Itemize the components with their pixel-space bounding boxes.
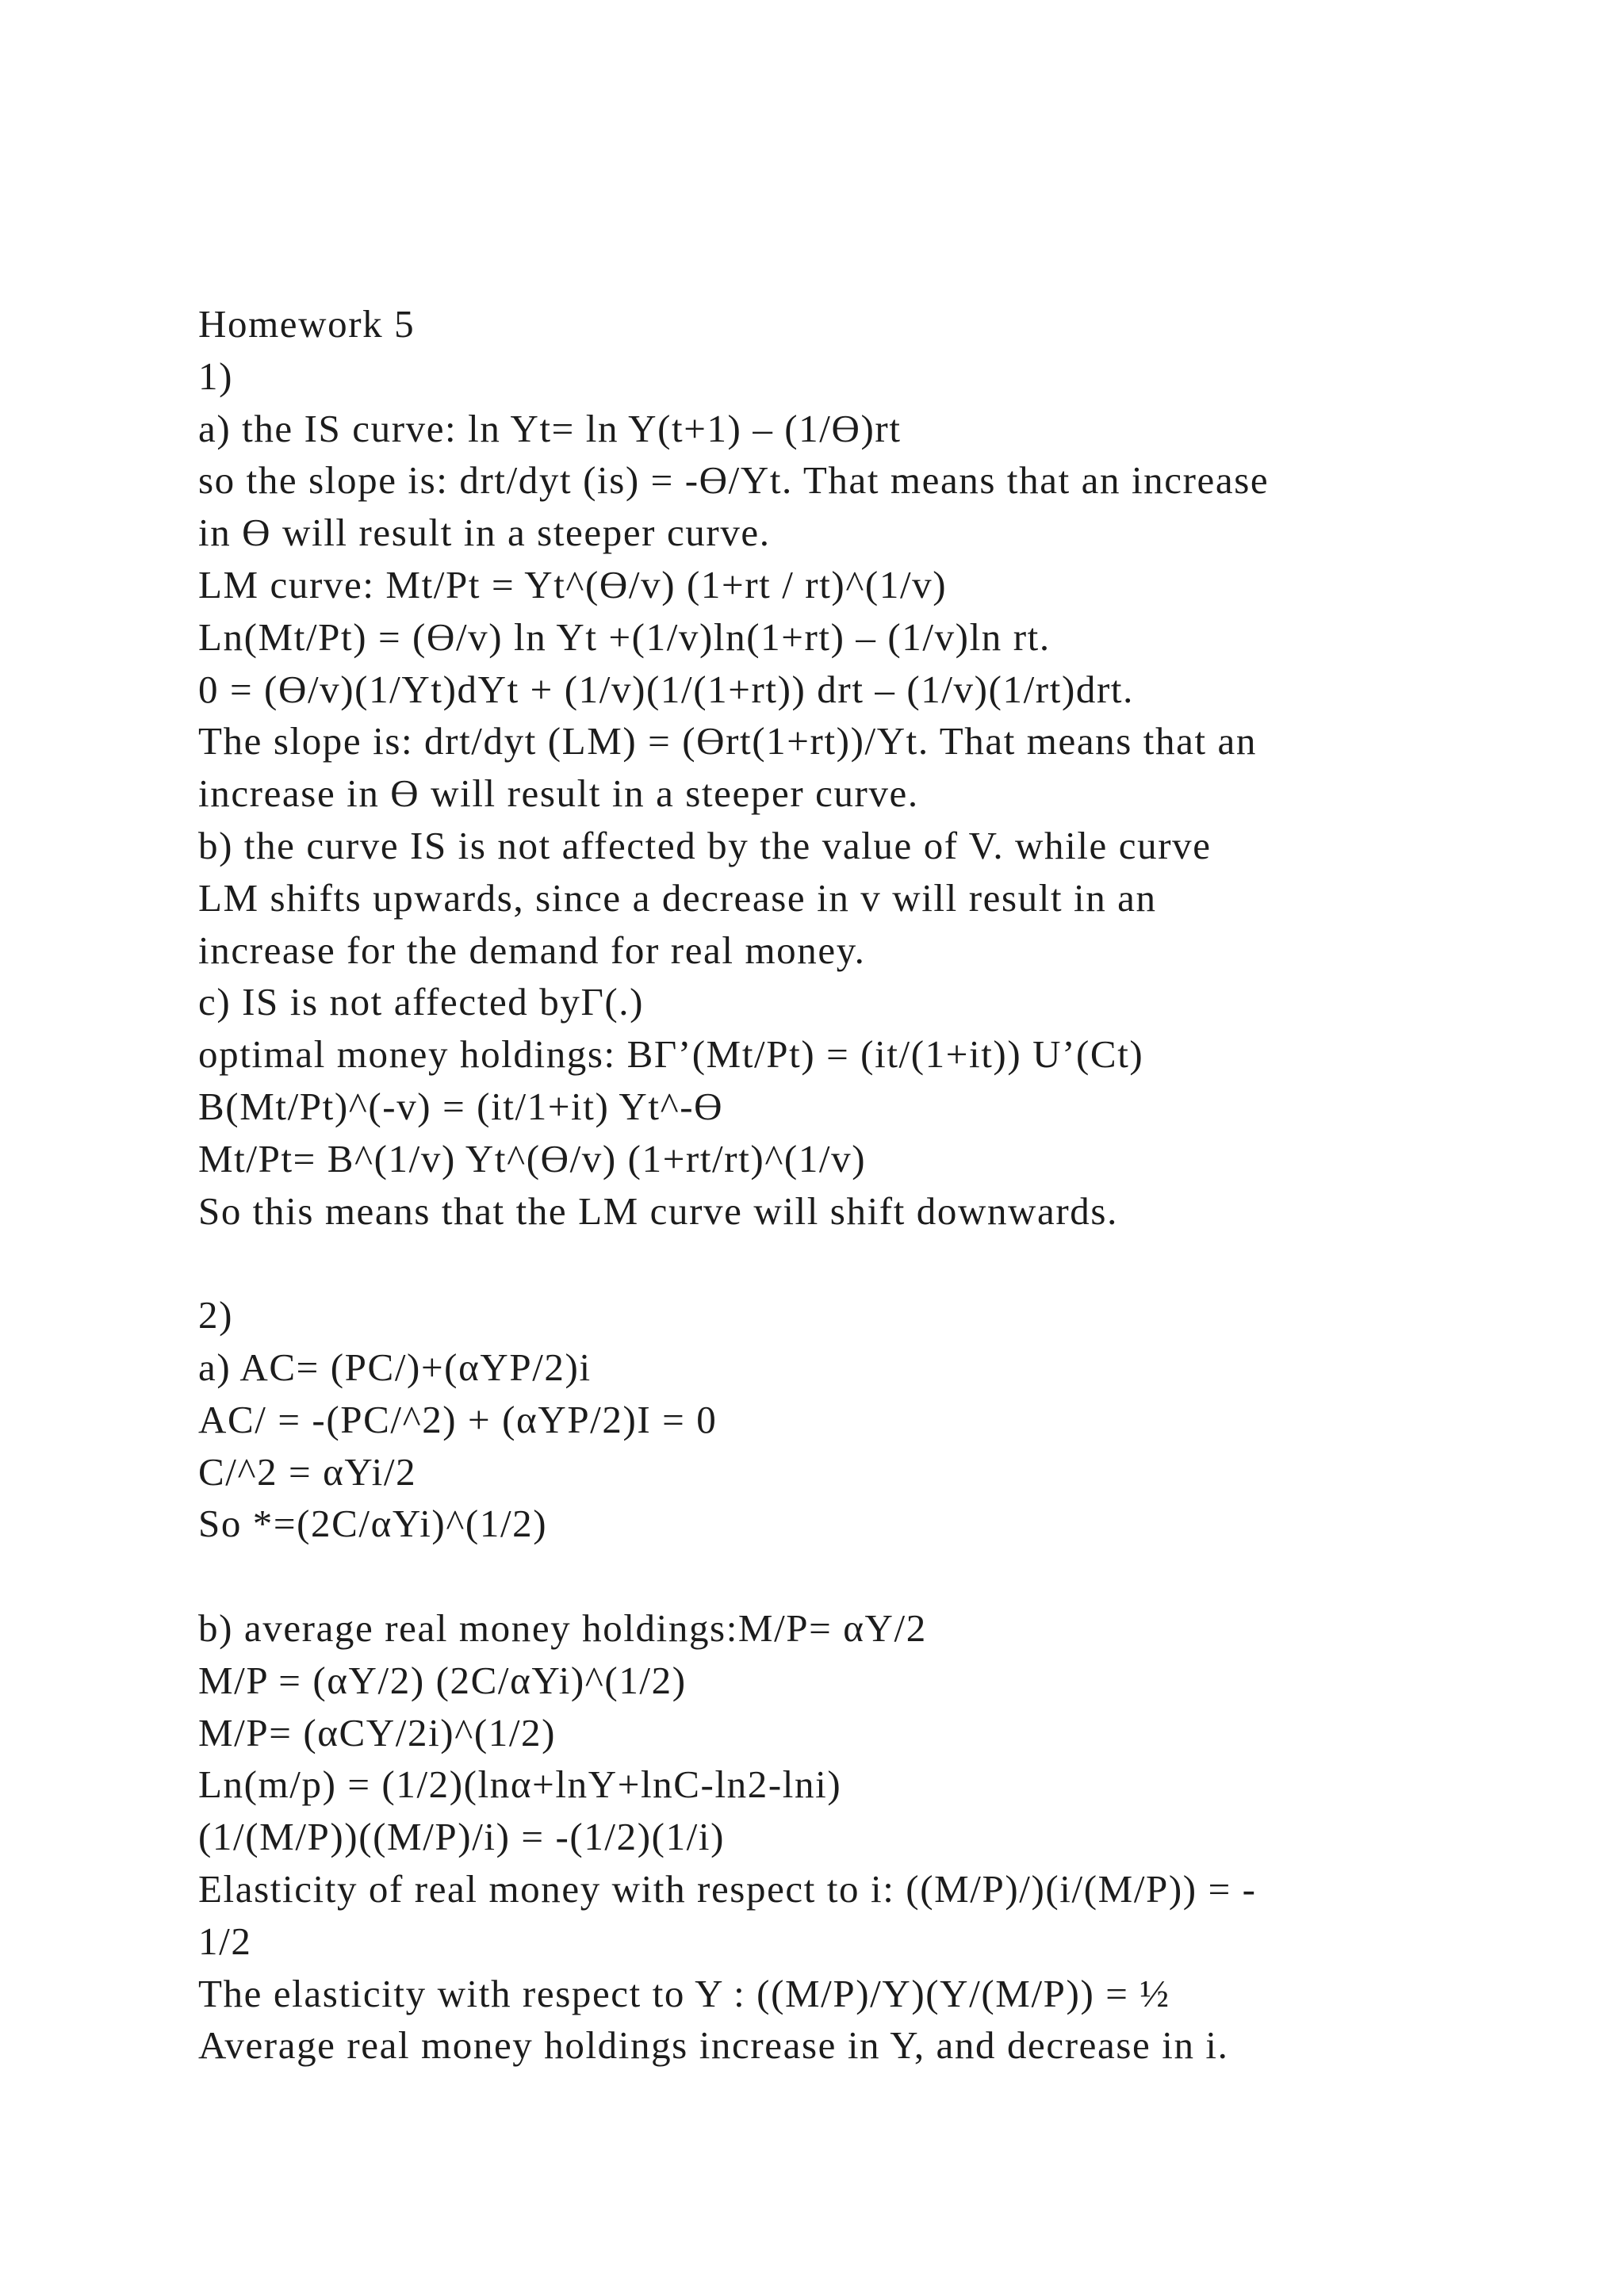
text-line: Mt/Pt= B^(1/v) Yt^(ϴ/v) (1+rt/rt)^(1/v) bbox=[198, 1136, 867, 1181]
text-line: C/^2 = αYi/2 bbox=[198, 1449, 417, 1494]
text-line: Average real money holdings increase in Y, and decrease in i. bbox=[198, 2023, 1229, 2068]
text-line: Ln(Mt/Pt) = (ϴ/v) ln Yt +(1/v)ln(1+rt) – (1/v)ln rt. bbox=[198, 614, 1051, 659]
text-line: (1/(M/P))((M/P)/i) = -(1/2)(1/i) bbox=[198, 1815, 726, 1859]
text-line: M/P = (αY/2) (2C/αYi)^(1/2) bbox=[198, 1658, 687, 1702]
section-2-number: 2) bbox=[198, 1293, 234, 1337]
text-line: LM curve: Mt/Pt = Yt^(ϴ/v) (1+rt / rt)^(1/v) bbox=[198, 562, 948, 607]
text-line: So this means that the LM curve will shift downwards. bbox=[198, 1188, 1118, 1233]
blank-line bbox=[198, 1550, 1435, 1602]
document-title: Homework 5 bbox=[198, 302, 416, 346]
text-line: in ϴ will result in a steeper curve. bbox=[198, 511, 771, 555]
text-line: Ln(m/p) = (1/2)(lnα+lnY+lnC-ln2-lni) bbox=[198, 1762, 842, 1807]
text-line: 0 = (ϴ/v)(1/Yt)dYt + (1/v)(1/(1+rt)) drt – (1/v)(1/rt)drt. bbox=[198, 667, 1134, 711]
text-line: B(Mt/Pt)^(-v) = (it/1+it) Yt^-ϴ bbox=[198, 1084, 724, 1128]
text-line: M/P= (αCY/2i)^(1/2) bbox=[198, 1710, 557, 1755]
text-line: LM shifts upwards, since a decrease in v will result in an bbox=[198, 875, 1157, 920]
text-line: AC/ = -(PC/^2) + (αYP/2)I = 0 bbox=[198, 1397, 718, 1441]
text-line: a) AC= (PC/)+(αYP/2)i bbox=[198, 1345, 592, 1389]
text-line: Elasticity of real money with respect to i: ((M/P)/)(i/(M/P)) = - bbox=[198, 1866, 1257, 1911]
text-line: increase in ϴ will result in a steeper curve. bbox=[198, 771, 919, 816]
section-1-number: 1) bbox=[198, 354, 234, 398]
text-line: The slope is: drt/dyt (LM) = (ϴrt(1+rt))/Yt. That means that an bbox=[198, 719, 1257, 763]
document-body bbox=[198, 298, 1435, 2072]
text-line: optimal money holdings: BΓ’(Mt/Pt) = (it/(1+it)) U’(Ct) bbox=[198, 1032, 1144, 1077]
text-line: c) IS is not affected byΓ(.) bbox=[198, 980, 645, 1024]
text-line: The elasticity with respect to Y : ((M/P)/Y)(Y/(M/P)) = ½ bbox=[198, 1971, 1170, 2015]
text-line: b) the curve IS is not affected by the value of V. while curve bbox=[198, 823, 1212, 867]
text-line: increase for the demand for real money. bbox=[198, 928, 866, 972]
text-line: 1/2 bbox=[198, 1919, 252, 1963]
text-line: a) the IS curve: ln Yt= ln Y(t+1) – (1/ϴ)rt bbox=[198, 406, 902, 450]
text-line: so the slope is: drt/dyt (is) = -ϴ/Yt. That means that an increase bbox=[198, 458, 1270, 503]
text-line: b) average real money holdings:M/P= αY/2 bbox=[198, 1605, 927, 1650]
blank-line bbox=[198, 1237, 1435, 1289]
text-line: So *=(2C/αYi)^(1/2) bbox=[198, 1502, 548, 1546]
